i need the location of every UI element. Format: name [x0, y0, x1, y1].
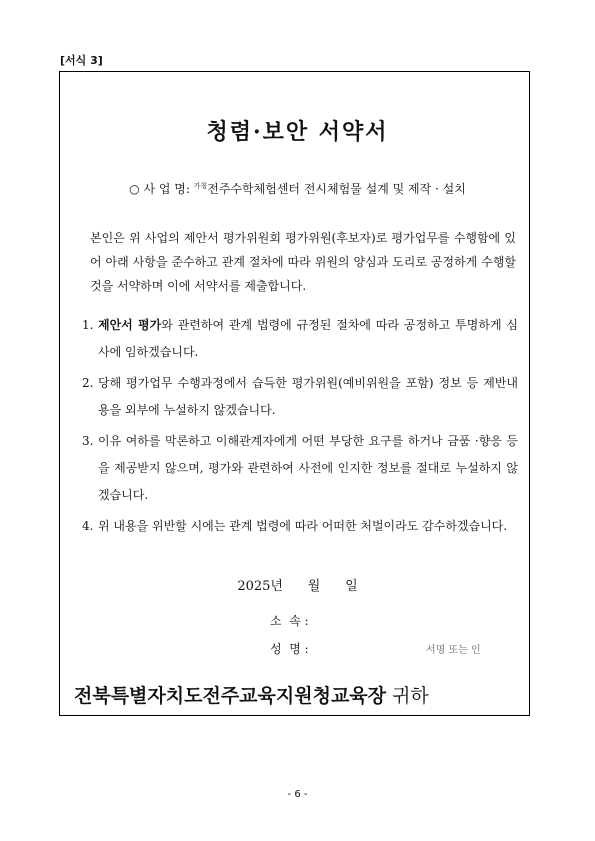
project-tag: 가칭	[193, 182, 208, 190]
form-number-label: [서식 3]	[60, 54, 103, 67]
item-number: 4.	[82, 519, 94, 533]
list-item	[82, 428, 518, 509]
addressee-name: 전북특별자치도전주교육지원청교육장	[74, 685, 387, 707]
name-label: 성 명 :	[270, 642, 309, 656]
circle-bullet-icon: ○	[129, 182, 140, 196]
signature-hint: 서명 또는 인	[426, 645, 481, 656]
item-text	[98, 312, 518, 366]
project-line	[0, 180, 595, 197]
list-item	[82, 312, 518, 366]
addressee-suffix: 귀하	[392, 685, 429, 707]
item-body: 와 관련하여 관계 법령에 규정된 절차에 따라 공정하고 투명하게 심사에 임하겠습니다.	[98, 318, 518, 359]
project-label: 사 업 명:	[143, 182, 190, 196]
item-number: 3.	[82, 434, 94, 448]
item-number: 2.	[82, 376, 94, 390]
list-item	[82, 513, 518, 540]
project-name: 전주수학체험센터 전시체험물 설계 및 제작 · 설치	[207, 182, 466, 196]
date-line: 2025년 월 일	[237, 579, 358, 594]
page-title: 청렴·보안 서약서	[206, 119, 389, 145]
addressee-line	[74, 681, 429, 708]
item-number: 1.	[82, 318, 94, 332]
affiliation-label: 소 속 :	[270, 614, 309, 628]
item-text: 이유 여하를 막론하고 이해관계자에게 어떤 부당한 요구를 하거나 금품 ·향응 등을 제공받지 않으며, 평가와 관련하여 사전에 인지한 정보를 절대로 누설하지 않겠습니다.	[98, 434, 518, 502]
intro-paragraph	[90, 226, 516, 298]
page-number: - 6 -	[287, 789, 308, 800]
item-text: 당해 평가업무 수행과정에서 습득한 평가위원(예비위원을 포함) 정보 등 제반내용을 외부에 누설하지 않겠습니다.	[98, 376, 518, 417]
intro-text: 본인은 위 사업의 제안서 평가위원회 평가위원(후보자)로 평가업무를 수행함에 있어 아래 사항을 준수하고 관계 절차에 따라 위원의 양심과 도리로 공정하게 수행할 것을 서약하며 이에 서약서를 제출합니다.	[90, 231, 516, 293]
item-text: 위 내용을 위반할 시에는 관계 법령에 따라 어떠한 처벌이라도 감수하겠습니다.	[98, 519, 508, 533]
item-emphasis: 제안서 평가	[98, 318, 162, 332]
pledge-list	[82, 312, 518, 544]
list-item	[82, 370, 518, 424]
